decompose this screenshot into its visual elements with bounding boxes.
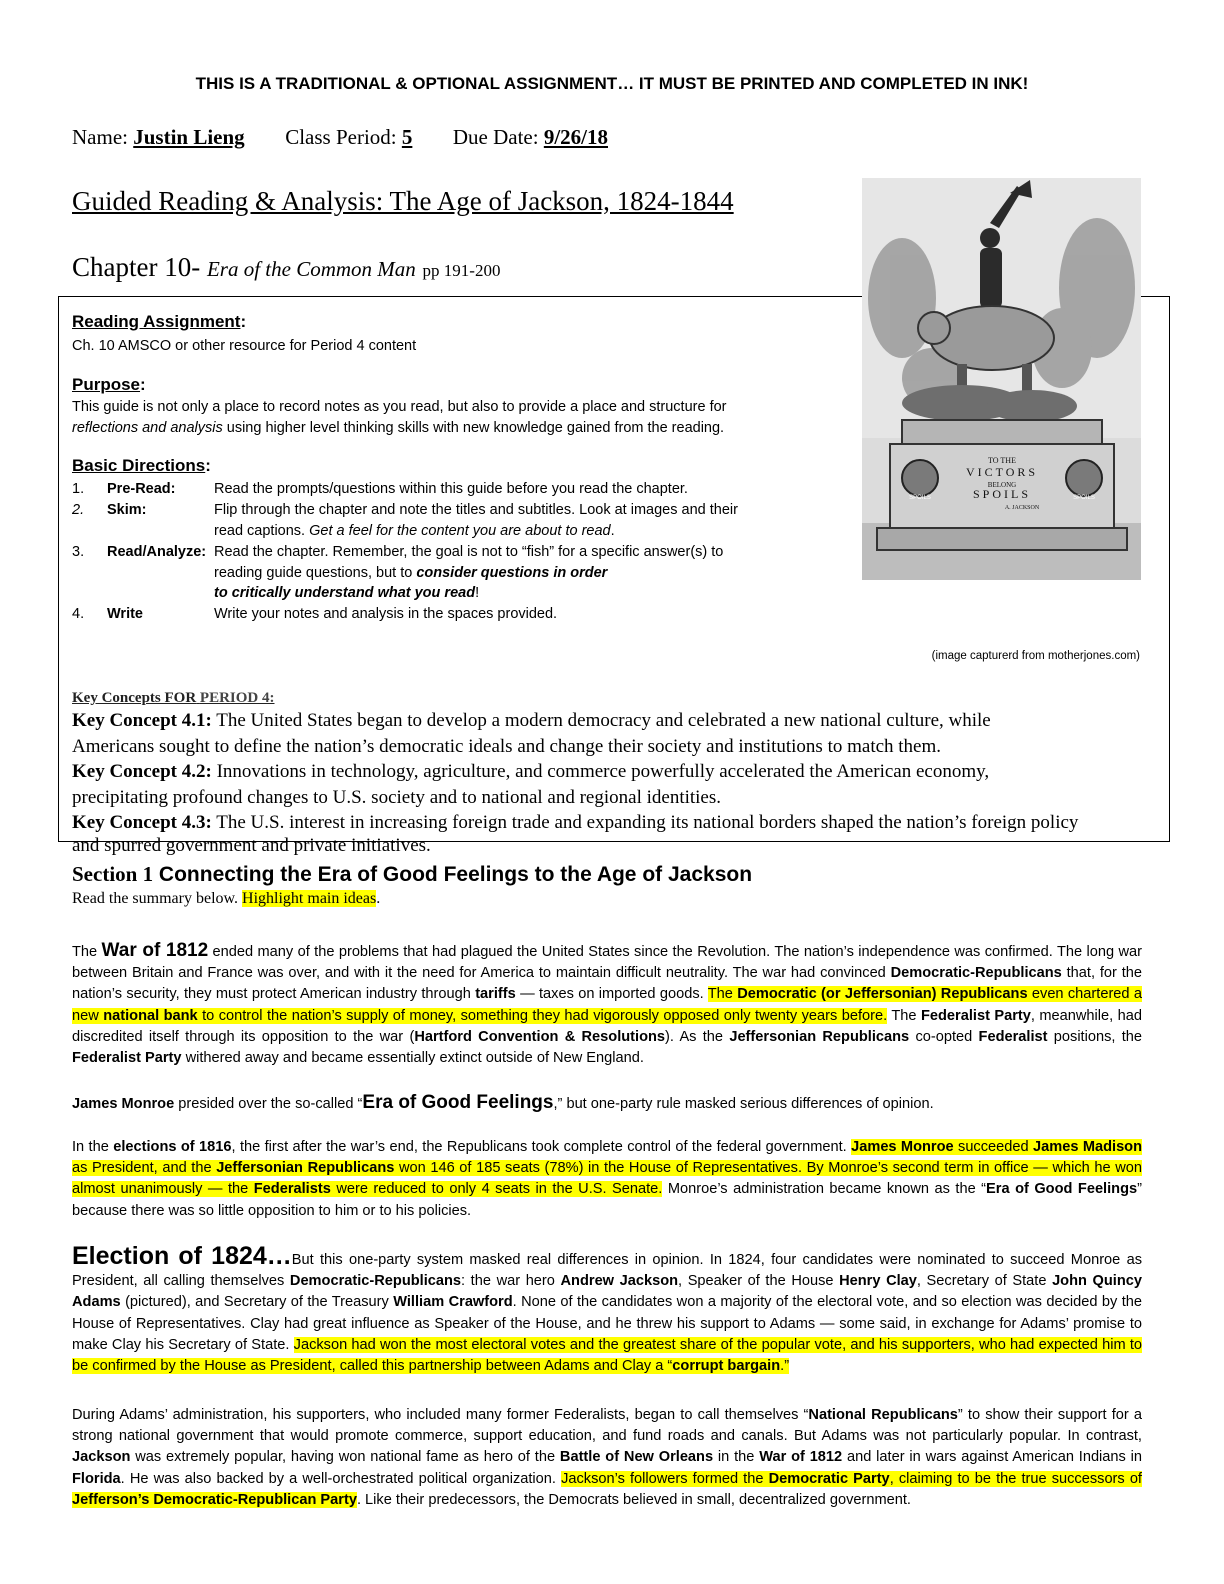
key-concept-4-1-cont: Americans sought to define the nation’s democratic ideals and change their society and institutions to match them. bbox=[72, 736, 942, 757]
direction-term: Read/Analyze: bbox=[107, 544, 207, 560]
direction-text: Flip through the chapter and note the titles and subtitles. Look at images and their bbox=[214, 502, 738, 518]
directions-heading: Basic Directions: bbox=[72, 456, 211, 475]
direction-text: to critically understand what you read! bbox=[214, 585, 480, 601]
paragraph-election-1824: Election of 1824…But this one-party system masked real differences in opinion. In 1824, four candidates were nominated to succeed Monroe as President, all calling themselves Democratic-Republicans: the war hero Andrew Jackson, Speaker of the House Henry Clay, Secretary of State John Quincy Adams (pictured), and Secretary of the Treasury William Crawford. None of the candidates won a majority of the electoral vote, and so election was decided by the House of Representatives. Clay had great influence as Speaker of the House, and he threw his support to Adams — some said, in exchange for Adams’ promise to make Clay his Secretary of State. Jackson had won the most electoral votes and the greatest share of the popular vote, and his supporters, who had expected him to be confirmed by the House as President, called this partnership between Adams and Clay a “corrupt bargain.” bbox=[72, 1242, 1143, 1375]
svg-text:VICTORS: VICTORS bbox=[965, 465, 1039, 479]
due-label: Due Date: bbox=[452, 125, 539, 149]
period-label: Class Period: bbox=[285, 125, 397, 149]
key-concepts-heading: Key Concepts FOR PERIOD 4: bbox=[72, 690, 275, 706]
key-concept-4-3-cont: and spurred government and private initiatives. bbox=[72, 835, 431, 856]
paragraph-war-of-1812: The War of 1812 ended many of the problems that had plagued the United States since the Revolution. The nation’s independence was confirmed. The long war between Britain and France was over, and with it the need for America to maintain difficult neutrality. The war had convinced Democratic-Republicans that, for the nation’s security, they must protect American industry through tariffs — taxes on imported goods. The Democratic (or Jeffersonian) Republicans even chartered a new national bank to control the nation’s supply of money, something they had vigorously opposed only twenty years before. The Federalist Party, meanwhile, had discredited itself through its opposition to the war (Hartford Convention & Resolutions). As the Jeffersonian Republicans co-opted Federalist positions, the Federalist Party withered away and became essentially extinct outside of New England. bbox=[72, 940, 1143, 1067]
assignment-banner: THIS IS A TRADITIONAL & OPTIONAL ASSIGNMENT… IT MUST BE PRINTED AND COMPLETED IN INK! bbox=[195, 74, 1029, 93]
election-1824-heading: Election of 1824… bbox=[72, 1242, 292, 1270]
key-concept-4-2: Key Concept 4.2: Innovations in technology, agriculture, and commerce powerfully accelerated the American economy, bbox=[72, 761, 990, 782]
direction-number: 3. bbox=[72, 544, 85, 560]
purpose-line-1: This guide is not only a place to record notes as you read, but also to provide a place and structure for bbox=[72, 399, 727, 415]
direction-term: Pre-Read: bbox=[107, 481, 176, 497]
svg-text:SPOILS: SPOILS bbox=[1073, 495, 1095, 501]
direction-text: Read the chapter. Remember, the goal is not to “fish” for a specific answer(s) to bbox=[214, 544, 724, 560]
purpose-heading: Purpose: bbox=[72, 375, 146, 394]
key-concept-4-3: Key Concept 4.3: The U.S. interest in increasing foreign trade and expanding its national borders shaped the nation’s foreign policy bbox=[72, 812, 1079, 833]
key-concept-4-2-cont: precipitating profound changes to U.S. society and to national and regional identities. bbox=[72, 787, 722, 808]
class-period: 5 bbox=[401, 125, 413, 149]
svg-text:TO THE: TO THE bbox=[988, 456, 1016, 465]
svg-text:SPOILS: SPOILS bbox=[909, 495, 931, 501]
right-shield bbox=[1066, 460, 1102, 496]
svg-text:A. JACKSON: A. JACKSON bbox=[1004, 505, 1040, 511]
guide-title: Guided Reading & Analysis: The Age of Jackson, 1824-1844 bbox=[72, 186, 734, 216]
direction-text: reading guide questions, but to consider questions in order bbox=[214, 565, 608, 581]
direction-term: Skim: bbox=[107, 502, 147, 518]
chapter-heading bbox=[72, 252, 500, 283]
due-date: 9/26/18 bbox=[543, 125, 608, 149]
section-1-title: Section 1 Connecting the Era of Good Feelings to the Age of Jackson bbox=[72, 862, 753, 886]
chapter-subtitle: Era of the Common Man bbox=[206, 257, 416, 281]
student-info-line bbox=[72, 125, 608, 150]
paragraph-elections-1816: In the elections of 1816, the first after the war’s end, the Republicans took complete control of the federal government. James Monroe succeeded James Madison as President, and the Jeffersonian Republicans won 146 of 185 seats (78%) in the House of Representatives. By Monroe’s second term in office — which he won almost unanimously — the Federalists were reduced to only 4 seats in the U.S. Senate. Monroe’s administration became known as the “Era of Good Feelings” because there was so little opposition to him or to his policies. bbox=[72, 1139, 1143, 1219]
direction-number: 1. bbox=[72, 481, 85, 497]
section-1-instructions: Read the summary below. Highlight main ideas. bbox=[72, 890, 381, 907]
svg-text:SPOILS: SPOILS bbox=[972, 487, 1032, 501]
reading-assignment-heading: Reading Assignment: bbox=[72, 312, 247, 331]
chapter-pages: pp 191-200 bbox=[422, 261, 501, 280]
chapter-number: Chapter 10- bbox=[72, 252, 201, 282]
student-name: Justin Lieng bbox=[133, 125, 245, 149]
victors-spoils-cartoon bbox=[862, 178, 1141, 580]
direction-text: Read the prompts/questions within this guide before you read the chapter. bbox=[214, 481, 688, 497]
name-label: Name: bbox=[72, 125, 128, 149]
direction-number: 2. bbox=[72, 502, 85, 518]
left-shield bbox=[902, 460, 938, 496]
reading-assignment-text: Ch. 10 AMSCO or other resource for Period 4 content bbox=[72, 338, 417, 354]
purpose-line-2: reflections and analysis using higher level thinking skills with new knowledge gained from the reading. bbox=[72, 420, 725, 436]
key-concept-4-1: Key Concept 4.1: The United States began to develop a modern democracy and celebrated a new national culture, while bbox=[72, 710, 991, 731]
svg-text:BELONG: BELONG bbox=[987, 481, 1017, 489]
paragraph-adams-administration: During Adams’ administration, his supporters, who included many former Federalists, began to call themselves “National Republicans” to show their support for a strong national government that would promote commerce, support education, and fund roads and canals. But Adams was not particularly popular. In contrast, Jackson was extremely popular, having won national fame as hero of the Battle of New Orleans in the War of 1812 and later in wars against American Indians in Florida. He was also backed by a well-orchestrated political organization. Jackson’s followers formed the Democratic Party, claiming to be the true successors of Jefferson’s Democratic-Republican Party. Like their predecessors, the Democrats believed in small, decentralized government. bbox=[72, 1407, 1143, 1508]
paragraph-era-of-good-feelings: James Monroe presided over the so-called “Era of Good Feelings,” but one-party rule masked serious differences of opinion. bbox=[72, 1092, 934, 1113]
direction-text: read captions. Get a feel for the content you are about to read. bbox=[214, 523, 615, 539]
pedestal bbox=[877, 420, 1127, 550]
direction-text: Write your notes and analysis in the spaces provided. bbox=[214, 606, 558, 622]
direction-number: 4. bbox=[72, 606, 85, 622]
image-credit: (image capturerd from motherjones.com) bbox=[931, 650, 1140, 662]
direction-term: Write bbox=[107, 606, 143, 622]
